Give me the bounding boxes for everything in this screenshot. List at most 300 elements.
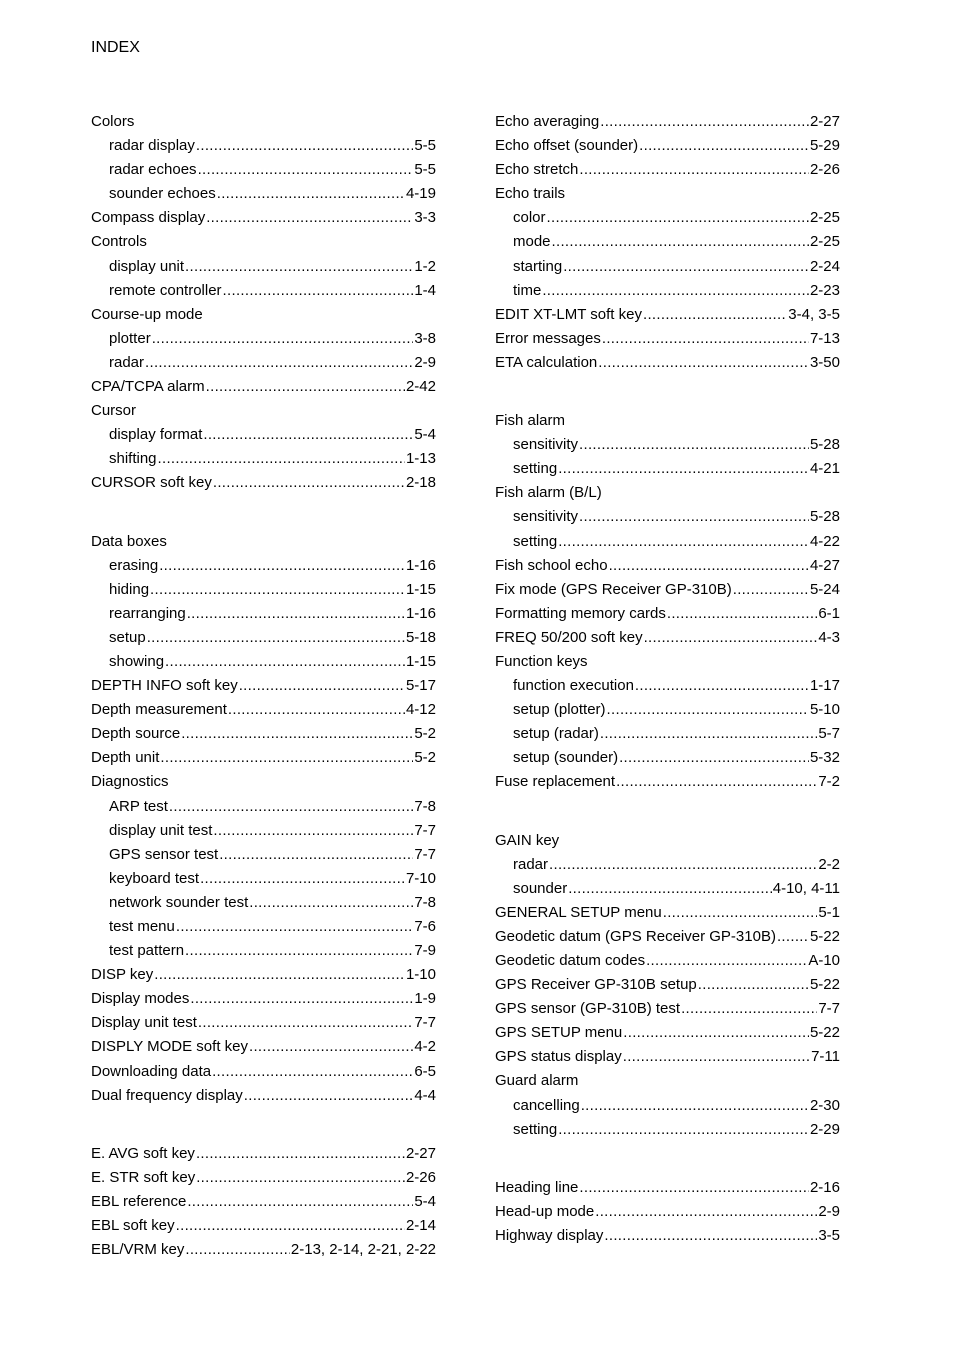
entry-term: Depth unit — [91, 749, 160, 767]
entry-page-ref: 7-7 — [414, 845, 436, 863]
dot-leader — [200, 867, 405, 891]
entry-term: setup — [109, 628, 146, 646]
entry-term: hiding — [109, 580, 150, 598]
index-entry — [495, 481, 840, 505]
page-header: INDEX — [91, 39, 140, 56]
index-entry — [495, 602, 840, 626]
dot-leader — [552, 230, 809, 254]
dot-leader — [213, 471, 405, 495]
index-entry — [495, 182, 840, 206]
entry-page-ref: 2-26 — [809, 161, 840, 179]
entry-page-ref: 2-18 — [405, 474, 436, 492]
dot-leader — [249, 1035, 413, 1059]
index-entry — [91, 230, 436, 254]
index-subentry — [91, 423, 436, 447]
dot-leader — [558, 1118, 809, 1142]
index-subentry — [91, 158, 436, 182]
entry-page-ref: 4-21 — [809, 460, 840, 478]
index-entry — [495, 303, 840, 327]
entry-page-ref: 5-22 — [809, 927, 840, 945]
dot-leader — [733, 578, 809, 602]
index-entry — [91, 722, 436, 746]
dot-leader — [777, 925, 809, 949]
entry-page-ref: 1-13 — [405, 450, 436, 468]
entry-term: Function keys — [495, 652, 588, 670]
entry-term: Downloading data — [91, 1062, 212, 1080]
entry-page-ref: 2-30 — [809, 1096, 840, 1114]
entry-term: GAIN key — [495, 831, 560, 849]
index-entry — [91, 1035, 436, 1059]
entry-page-ref: 1-15 — [405, 652, 436, 670]
entry-page-ref: 4-19 — [405, 185, 436, 203]
dot-leader — [181, 722, 413, 746]
entry-page-ref: 5-4 — [414, 426, 436, 444]
entry-page-ref: 5-32 — [809, 749, 840, 767]
entry-term: Guard alarm — [495, 1072, 579, 1090]
entry-term: Fish school echo — [495, 556, 608, 574]
section-gap — [91, 1108, 436, 1142]
entry-term: plotter — [109, 329, 151, 347]
dot-leader — [549, 853, 817, 877]
entry-page-ref: 1-4 — [414, 281, 436, 299]
dot-leader — [558, 530, 809, 554]
index-entry — [495, 997, 840, 1021]
index-subentry — [91, 939, 436, 963]
index-entry — [91, 375, 436, 399]
entry-term: E. AVG soft key — [91, 1144, 195, 1162]
entry-page-ref: 1-15 — [405, 580, 436, 598]
dot-leader — [228, 698, 405, 722]
dot-leader — [196, 1166, 405, 1190]
entry-term: Echo trails — [495, 185, 566, 203]
index-entry — [91, 963, 436, 987]
entry-term: Heading line — [495, 1178, 579, 1196]
entry-term: Echo stretch — [495, 161, 579, 179]
dot-leader — [219, 843, 413, 867]
dot-leader — [185, 255, 413, 279]
entry-term: mode — [513, 233, 551, 251]
index-entry — [495, 1045, 840, 1069]
entry-term: radar — [109, 353, 145, 371]
entry-term: FREQ 50/200 soft key — [495, 628, 643, 646]
entry-term: GPS sensor (GP-310B) test — [495, 1000, 681, 1018]
dot-leader — [600, 110, 809, 134]
entry-page-ref: 5-7 — [818, 725, 840, 743]
entry-term: Echo averaging — [495, 113, 600, 130]
entry-page-ref: 2-14 — [405, 1217, 436, 1235]
index-subentry — [91, 327, 436, 351]
entry-term: CURSOR soft key — [91, 474, 212, 492]
entry-term: sensitivity — [513, 508, 579, 526]
dot-leader — [623, 1045, 810, 1069]
dot-leader — [542, 279, 809, 303]
dot-leader — [639, 134, 809, 158]
entry-page-ref: 4-4 — [414, 1086, 436, 1104]
index-subentry — [91, 182, 436, 206]
entry-term: Diagnostics — [91, 773, 169, 791]
entry-page-ref: 2-27 — [405, 1144, 436, 1162]
index-entry — [91, 530, 436, 554]
dot-leader — [147, 626, 405, 650]
dot-leader — [154, 963, 405, 987]
entry-term: DEPTH INFO soft key — [91, 677, 238, 695]
dot-leader — [681, 997, 817, 1021]
index-subentry — [495, 1118, 840, 1142]
entry-term: Display modes — [91, 990, 190, 1008]
index-subentry — [91, 626, 436, 650]
index-subentry — [91, 351, 436, 375]
index-entry — [91, 674, 436, 698]
dot-leader — [663, 901, 818, 925]
dot-leader — [150, 578, 405, 602]
entry-page-ref: 2-9 — [818, 1202, 840, 1220]
dot-leader — [581, 1094, 809, 1118]
index-entry — [495, 949, 840, 973]
entry-page-ref: 7-11 — [811, 1048, 840, 1066]
index-entry — [91, 206, 436, 230]
dot-leader — [158, 447, 405, 471]
index-entry — [495, 925, 840, 949]
index-subentry — [91, 819, 436, 843]
dot-leader — [160, 746, 413, 770]
entry-term: network sounder test — [109, 893, 249, 911]
entry-page-ref: 4-2 — [414, 1038, 436, 1056]
entry-term: GPS status display — [495, 1048, 622, 1066]
index-subentry — [495, 698, 840, 722]
dot-leader — [145, 351, 413, 375]
index-subentry — [495, 230, 840, 254]
dot-leader — [223, 279, 414, 303]
index-subentry — [91, 554, 436, 578]
entry-page-ref: 1-16 — [405, 556, 436, 574]
entry-term: Course-up mode — [91, 305, 203, 323]
entry-term: EBL soft key — [91, 1217, 175, 1235]
dot-leader — [187, 1190, 413, 1214]
entry-term: erasing — [109, 556, 159, 574]
entry-page-ref: 5-5 — [414, 161, 436, 179]
entry-page-ref: 3-4, 3-5 — [788, 305, 840, 323]
entry-page-ref: 2-29 — [809, 1120, 840, 1138]
index-entry — [91, 399, 436, 423]
entry-term: Error messages — [495, 329, 601, 347]
index-entry — [495, 134, 840, 158]
index-entry — [91, 110, 436, 134]
entry-term: GPS Receiver GP-310B setup — [495, 976, 697, 994]
index-entry — [495, 1021, 840, 1045]
entry-term: time — [513, 281, 542, 299]
entry-term: display unit — [109, 257, 185, 275]
dot-leader — [595, 1200, 817, 1224]
entry-page-ref: 7-9 — [414, 942, 436, 960]
entry-page-ref: 4-10, 4-11 — [772, 879, 840, 897]
entry-term: Colors — [91, 113, 135, 130]
entry-term: EBL reference — [91, 1192, 187, 1210]
entry-page-ref: 2-42 — [405, 378, 436, 396]
dot-leader — [568, 877, 772, 901]
dot-leader — [196, 1142, 405, 1166]
entry-page-ref: 7-7 — [414, 1014, 436, 1032]
entry-term: setup (plotter) — [513, 701, 606, 719]
index-entry — [495, 578, 840, 602]
entry-term: Display unit test — [91, 1014, 197, 1032]
index-entry — [91, 698, 436, 722]
index-entry — [91, 1060, 436, 1084]
entry-page-ref: 2-25 — [809, 209, 840, 227]
entry-term: Fish alarm — [495, 412, 566, 430]
entry-page-ref: 1-17 — [809, 677, 840, 695]
entry-page-ref: 3-8 — [414, 329, 436, 347]
index-subentry — [495, 877, 840, 901]
index-subentry — [495, 206, 840, 230]
dot-leader — [604, 1224, 817, 1248]
entry-page-ref: 2-16 — [809, 1178, 840, 1196]
index-entry — [91, 987, 436, 1011]
index-column-left — [91, 110, 436, 1262]
section-gap — [495, 1142, 840, 1176]
index-subentry — [91, 867, 436, 891]
index-entry — [91, 1142, 436, 1166]
index-entry — [91, 1011, 436, 1035]
dot-leader — [667, 602, 817, 626]
entry-page-ref: 1-10 — [405, 966, 436, 984]
dot-leader — [558, 457, 809, 481]
entry-page-ref: 5-5 — [414, 137, 436, 155]
index-column-right — [495, 110, 840, 1248]
entry-page-ref: 5-22 — [809, 976, 840, 994]
entry-page-ref: 5-4 — [414, 1192, 436, 1210]
entry-term: showing — [109, 652, 165, 670]
entry-page-ref: 5-28 — [809, 508, 840, 526]
entry-term: sensitivity — [513, 436, 579, 454]
entry-page-ref: 2-2 — [818, 855, 840, 873]
entry-term: function execution — [513, 677, 634, 695]
entry-term: Compass display — [91, 209, 206, 227]
entry-term: setup (sounder) — [513, 749, 619, 767]
index-entry — [495, 829, 840, 853]
entry-page-ref: 7-7 — [414, 821, 436, 839]
index-entry — [495, 1069, 840, 1093]
entry-term: CPA/TCPA alarm — [91, 378, 205, 396]
index-subentry — [495, 457, 840, 481]
entry-term: DISPLY MODE soft key — [91, 1038, 248, 1056]
entry-page-ref: 5-17 — [405, 677, 436, 695]
entry-term: display unit test — [109, 821, 213, 839]
entry-page-ref: 2-25 — [809, 233, 840, 251]
entry-term: cancelling — [513, 1096, 580, 1114]
entry-page-ref: 5-29 — [809, 137, 840, 155]
index-subentry — [91, 134, 436, 158]
entry-page-ref: 6-5 — [414, 1062, 436, 1080]
index-subentry — [91, 279, 436, 303]
section-gap — [495, 375, 840, 409]
entry-page-ref: 7-7 — [818, 1000, 840, 1018]
entry-page-ref: 5-18 — [405, 628, 436, 646]
entry-term: ETA calculation — [495, 353, 598, 371]
dot-leader — [212, 1060, 413, 1084]
dot-leader — [159, 554, 405, 578]
index-subentry — [91, 843, 436, 867]
index-entry — [91, 471, 436, 495]
index-entry — [495, 351, 840, 375]
entry-term: GPS SETUP menu — [495, 1024, 623, 1042]
entry-term: DISP key — [91, 966, 154, 984]
entry-page-ref: 5-28 — [809, 436, 840, 454]
entry-page-ref: 2-13, 2-14, 2-21, 2-22 — [290, 1241, 436, 1259]
entry-term: EDIT XT-LMT soft key — [495, 305, 642, 323]
index-subentry — [495, 1094, 840, 1118]
entry-page-ref: 7-8 — [414, 797, 436, 815]
dot-leader — [198, 1011, 413, 1035]
entry-page-ref: 7-2 — [818, 773, 840, 791]
entry-term: shifting — [109, 450, 157, 468]
index-entry — [91, 1238, 436, 1262]
dot-leader — [217, 182, 405, 206]
entry-term: keyboard test — [109, 869, 200, 887]
entry-term: Geodetic datum codes — [495, 952, 646, 969]
entry-term: Echo offset (sounder) — [495, 137, 639, 155]
dot-leader — [169, 795, 413, 819]
dot-leader — [185, 939, 413, 963]
index-subentry — [495, 746, 840, 770]
index-subentry — [91, 578, 436, 602]
dot-leader — [203, 423, 413, 447]
index-entry — [495, 901, 840, 925]
entry-term: remote controller — [109, 281, 222, 299]
dot-leader — [644, 626, 818, 650]
entry-page-ref: 5-22 — [809, 1024, 840, 1042]
index-entry — [495, 1224, 840, 1248]
index-entry — [91, 1166, 436, 1190]
index-subentry — [91, 447, 436, 471]
entry-term: radar echoes — [109, 161, 197, 179]
dot-leader — [213, 819, 413, 843]
entry-term: starting — [513, 257, 563, 275]
entry-page-ref: 4-3 — [818, 628, 840, 646]
entry-term: Geodetic datum (GPS Receiver GP-310B) — [495, 927, 776, 945]
entry-page-ref: 1-16 — [405, 604, 436, 622]
entry-page-ref: 5-1 — [818, 903, 840, 921]
dot-leader — [547, 206, 809, 230]
entry-page-ref: 5-2 — [414, 749, 436, 767]
index-entry — [495, 158, 840, 182]
index-subentry — [495, 505, 840, 529]
index-entry — [91, 746, 436, 770]
index-entry — [495, 626, 840, 650]
entry-page-ref: 6-1 — [818, 604, 840, 622]
entry-term: Fuse replacement — [495, 773, 616, 791]
entry-term: Fish alarm (B/L) — [495, 484, 602, 502]
dot-leader — [206, 206, 413, 230]
entry-term: E. STR soft key — [91, 1168, 196, 1186]
entry-term: Formatting memory cards — [495, 604, 666, 622]
dot-leader — [609, 554, 809, 578]
index-subentry — [91, 795, 436, 819]
entry-page-ref: 4-12 — [405, 701, 436, 719]
index-entry — [495, 1176, 840, 1200]
entry-term: setting — [513, 1120, 558, 1138]
entry-page-ref: 2-24 — [809, 257, 840, 275]
entry-page-ref: 3-3 — [414, 209, 436, 227]
dot-leader — [607, 698, 809, 722]
entry-term: sounder — [513, 879, 568, 897]
entry-term: test menu — [109, 918, 175, 935]
index-entry — [495, 110, 840, 134]
dot-leader — [643, 303, 787, 327]
entry-term: display format — [109, 426, 203, 444]
dot-leader — [176, 1214, 405, 1238]
entry-term: color — [513, 209, 546, 227]
index-subentry — [91, 255, 436, 279]
index-entry — [495, 409, 840, 433]
entry-page-ref: 2-27 — [809, 113, 840, 130]
index-subentry — [495, 853, 840, 877]
dot-leader — [563, 255, 809, 279]
entry-term: setting — [513, 532, 558, 550]
index-subentry — [91, 891, 436, 915]
dot-leader — [600, 722, 817, 746]
index-entry — [91, 303, 436, 327]
dot-leader — [602, 327, 809, 351]
entry-page-ref: 2-9 — [414, 353, 436, 371]
entry-page-ref: 2-26 — [405, 1168, 436, 1186]
entry-page-ref: 1-9 — [414, 990, 436, 1008]
section-gap — [495, 795, 840, 829]
dot-leader — [635, 674, 809, 698]
index-subentry — [91, 915, 436, 939]
dot-leader — [646, 949, 807, 973]
dot-leader — [176, 915, 413, 939]
dot-leader — [249, 891, 413, 915]
dot-leader — [190, 987, 413, 1011]
index-entry — [495, 1200, 840, 1224]
entry-term: Controls — [91, 233, 147, 251]
entry-page-ref: 7-10 — [405, 869, 436, 887]
index-entry — [495, 770, 840, 794]
entry-term: radar display — [109, 137, 195, 155]
dot-leader — [619, 746, 809, 770]
index-subentry — [91, 602, 436, 626]
dot-leader — [579, 433, 809, 457]
entry-term: ARP test — [109, 797, 168, 815]
entry-page-ref: 4-22 — [809, 532, 840, 550]
index-subentry — [91, 650, 436, 674]
entry-term: Depth measurement — [91, 701, 227, 719]
index-entry — [91, 1214, 436, 1238]
index-subentry — [495, 255, 840, 279]
dot-leader — [598, 351, 809, 375]
dot-leader — [616, 770, 817, 794]
entry-term: test pattern — [109, 942, 185, 960]
dot-leader — [165, 650, 405, 674]
dot-leader — [579, 505, 809, 529]
entry-page-ref: A-10 — [808, 952, 840, 969]
entry-page-ref: 5-10 — [809, 701, 840, 719]
entry-page-ref: 7-6 — [414, 918, 436, 935]
dot-leader — [698, 973, 809, 997]
dot-leader — [185, 1238, 290, 1262]
index-entry — [495, 650, 840, 674]
entry-term: Head-up mode — [495, 1202, 595, 1220]
dot-leader — [206, 375, 405, 399]
dot-leader — [244, 1084, 414, 1108]
dot-leader — [152, 327, 414, 351]
entry-term: GENERAL SETUP menu — [495, 903, 662, 921]
entry-page-ref: 4-27 — [809, 556, 840, 574]
entry-term: Depth source — [91, 725, 181, 743]
entry-page-ref: 7-13 — [809, 329, 840, 347]
dot-leader — [579, 158, 809, 182]
entry-term: Data boxes — [91, 532, 167, 550]
